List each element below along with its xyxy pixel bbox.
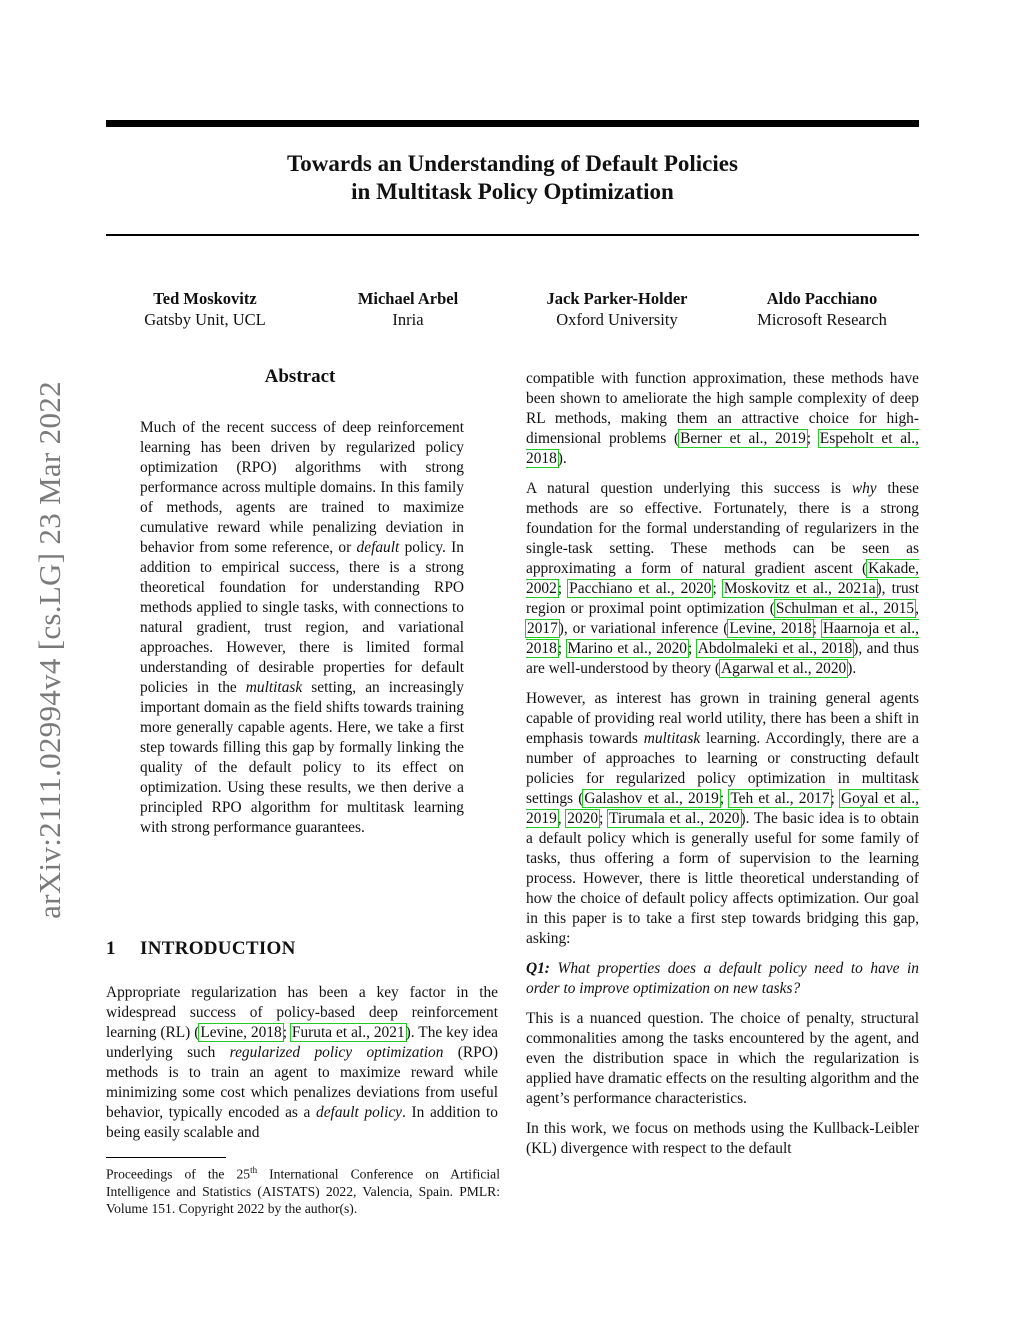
citation-link[interactable]: Levine, 2018 [729, 620, 812, 637]
citation-link[interactable]: Teh et al., 2017 [730, 790, 830, 807]
section-heading-introduction [106, 938, 296, 960]
paragraph: However, as interest has grown in training general agents capable of providing real world utility, there has been a shift in emphasis towards multitask learning. Accordingly, there are a number of approaches to learning or constructing default policies for regularized policy optimization in multitask settings (Galashov et al., 2019; Teh et al., 2017; Goyal et al., 2019, 2020; Tirumala et al., 2020). The basic idea is to obtain a default policy which is generally useful for some family of tasks, thus offering a form of supervision to the learning process. However, there is little theoretical understanding of how the choice of default policy affects optimization. Our goal in this paper is to take a first step towards bridging this gap, asking: [526, 690, 920, 947]
citation-link[interactable]: 2020 [567, 810, 599, 827]
footnote-rule [106, 1157, 226, 1158]
paragraph: This is a nuanced question. The choice of penalty, structural commonalities among the tasks encountered by the agent, and even the distribution space in which the regularization is applied have dramatic effects on the resulting algorithm and the agent’s performance characteristics. [526, 1010, 919, 1107]
citation-link[interactable]: Goyal et al., 2019 [526, 790, 919, 827]
title-top-rule [106, 120, 919, 127]
q1-text: What properties does a default policy need to have in order to improve optimization on new tasks? [526, 960, 919, 997]
citation-link[interactable]: Espeholt et al., 2018 [526, 430, 919, 467]
footnote-proceedings: Proceedings of the 25th International Conference on Artificial Intelligence and Statistics (AISTATS) 2022, Valencia, Spain. PMLR: Volume 151. Copyright 2022 by the author(s). [106, 1165, 500, 1216]
abstract-body: Much of the recent success of deep reinforcement learning has been driven by regularized policy optimization (RPO) algorithms with strong performance across multiple domains. In this family of methods, agents are trained to maximize cumulative reward while penalizing deviation in behavior from some reference, or default policy. In addition to empirical success, there is a strong theoretical foundation for understanding RPO methods applied to single tasks, with connections to natural gradient, trust region, and variational approaches. However, there is limited formal understanding of desirable properties for default policies in the multitask setting, an increasingly important domain as the field shifts towards training more generally capable agents. Here, we take a first step towards filling this gap by formally linking the quality of the default policy to its effect on optimization. Using these results, we then derive a principled RPO algorithm for multitask learning with strong performance guarantees. [140, 419, 464, 836]
abstract-heading: Abstract [264, 366, 336, 387]
citation-link[interactable]: Moskovitz et al., 2021a [723, 580, 876, 597]
title-line-2: in Multitask Policy Optimization [351, 179, 674, 204]
citation-link[interactable]: 2017 [527, 620, 558, 637]
citation-link[interactable]: Haarnoja et al., 2018 [526, 620, 919, 657]
arxiv-stamp-text: arXiv:2111.02994v4 [cs.LG] 23 Mar 2022 [32, 381, 67, 919]
author-affiliation: Microsoft Research [757, 310, 887, 329]
section-title: INTRODUCTION [140, 938, 296, 959]
author-2 [303, 288, 513, 330]
research-question-q1 [526, 959, 919, 999]
citation-link[interactable]: Pacchiano et al., 2020 [569, 580, 712, 597]
citation-link[interactable]: Tirumala et al., 2020 [609, 810, 740, 827]
author-name: Aldo Pacchiano [766, 289, 878, 308]
citation-link[interactable]: Agarwal et al., 2020 [721, 660, 847, 677]
citation-link[interactable]: Kakade, 2002 [526, 560, 919, 597]
citation-link[interactable]: Galashov et al., 2019 [584, 790, 719, 807]
title-line-1: Towards an Understanding of Default Policies [287, 151, 738, 176]
author-3 [512, 288, 722, 330]
author-name: Ted Moskovitz [153, 289, 257, 308]
author-affiliation: Gatsby Unit, UCL [144, 310, 266, 329]
author-affiliation: Oxford University [556, 310, 678, 329]
paper-title [106, 150, 919, 206]
author-1 [100, 288, 310, 330]
author-4 [717, 288, 927, 330]
intro-paragraph-left: Appropriate regularization has been a key factor in the widespread success of policy-based deep reinforcement learning (RL) (Levine, 2018; Furuta et al., 2021). The key idea underlying such regularized policy optimization (RPO) methods is to train an agent to maximize reward while minimizing some cost which penalizes deviations from useful behavior, typically encoded as a default policy. In addition to being easily scalable and [106, 984, 498, 1141]
citation-link[interactable]: Marino et al., 2020 [567, 640, 687, 657]
author-affiliation: Inria [392, 310, 424, 329]
citation-link[interactable]: Berner et al., 2019 [680, 430, 806, 447]
arxiv-stamp [20, 340, 80, 960]
section-number: 1 [106, 938, 116, 959]
q1-label: Q1: [526, 960, 550, 977]
citation-link[interactable]: Schulman et al., 2015 [775, 600, 915, 617]
citation-link[interactable]: Levine, 2018 [200, 1024, 282, 1041]
right-column [526, 369, 919, 1169]
title-bottom-rule [106, 234, 919, 236]
paragraph: compatible with function approximation, these methods have been shown to ameliorate the high sample complexity of deep RL methods, making them an attractive choice for high-dimensional problems (Berner et al., 2019; Espeholt et al., 2018). [526, 370, 919, 467]
citation-link[interactable]: Abdolmaleki et al., 2018 [697, 640, 853, 657]
paragraph: A natural question underlying this success is why these methods are so effective. Fortunately, there is a strong foundation for the formal understanding of regularizers in the single-task setting. These methods can be seen as approximating a form of natural gradient ascent (Kakade, 2002; Pacchiano et al., 2020; Moskovitz et al., 2021a), trust region or proximal point optimization (Schulman et al., 2015, 2017), or variational inference (Levine, 2018; Haarnoja et al., 2018; Marino et al., 2020; Abdolmaleki et al., 2018), and thus are well-understood by theory (Agarwal et al., 2020). [526, 480, 920, 677]
paragraph: In this work, we focus on methods using the Kullback-Leibler (KL) divergence with respect to the default [526, 1120, 919, 1157]
author-name: Michael Arbel [357, 289, 459, 308]
citation-link[interactable]: Furuta et al., 2021 [291, 1024, 405, 1041]
author-name: Jack Parker-Holder [546, 289, 688, 308]
